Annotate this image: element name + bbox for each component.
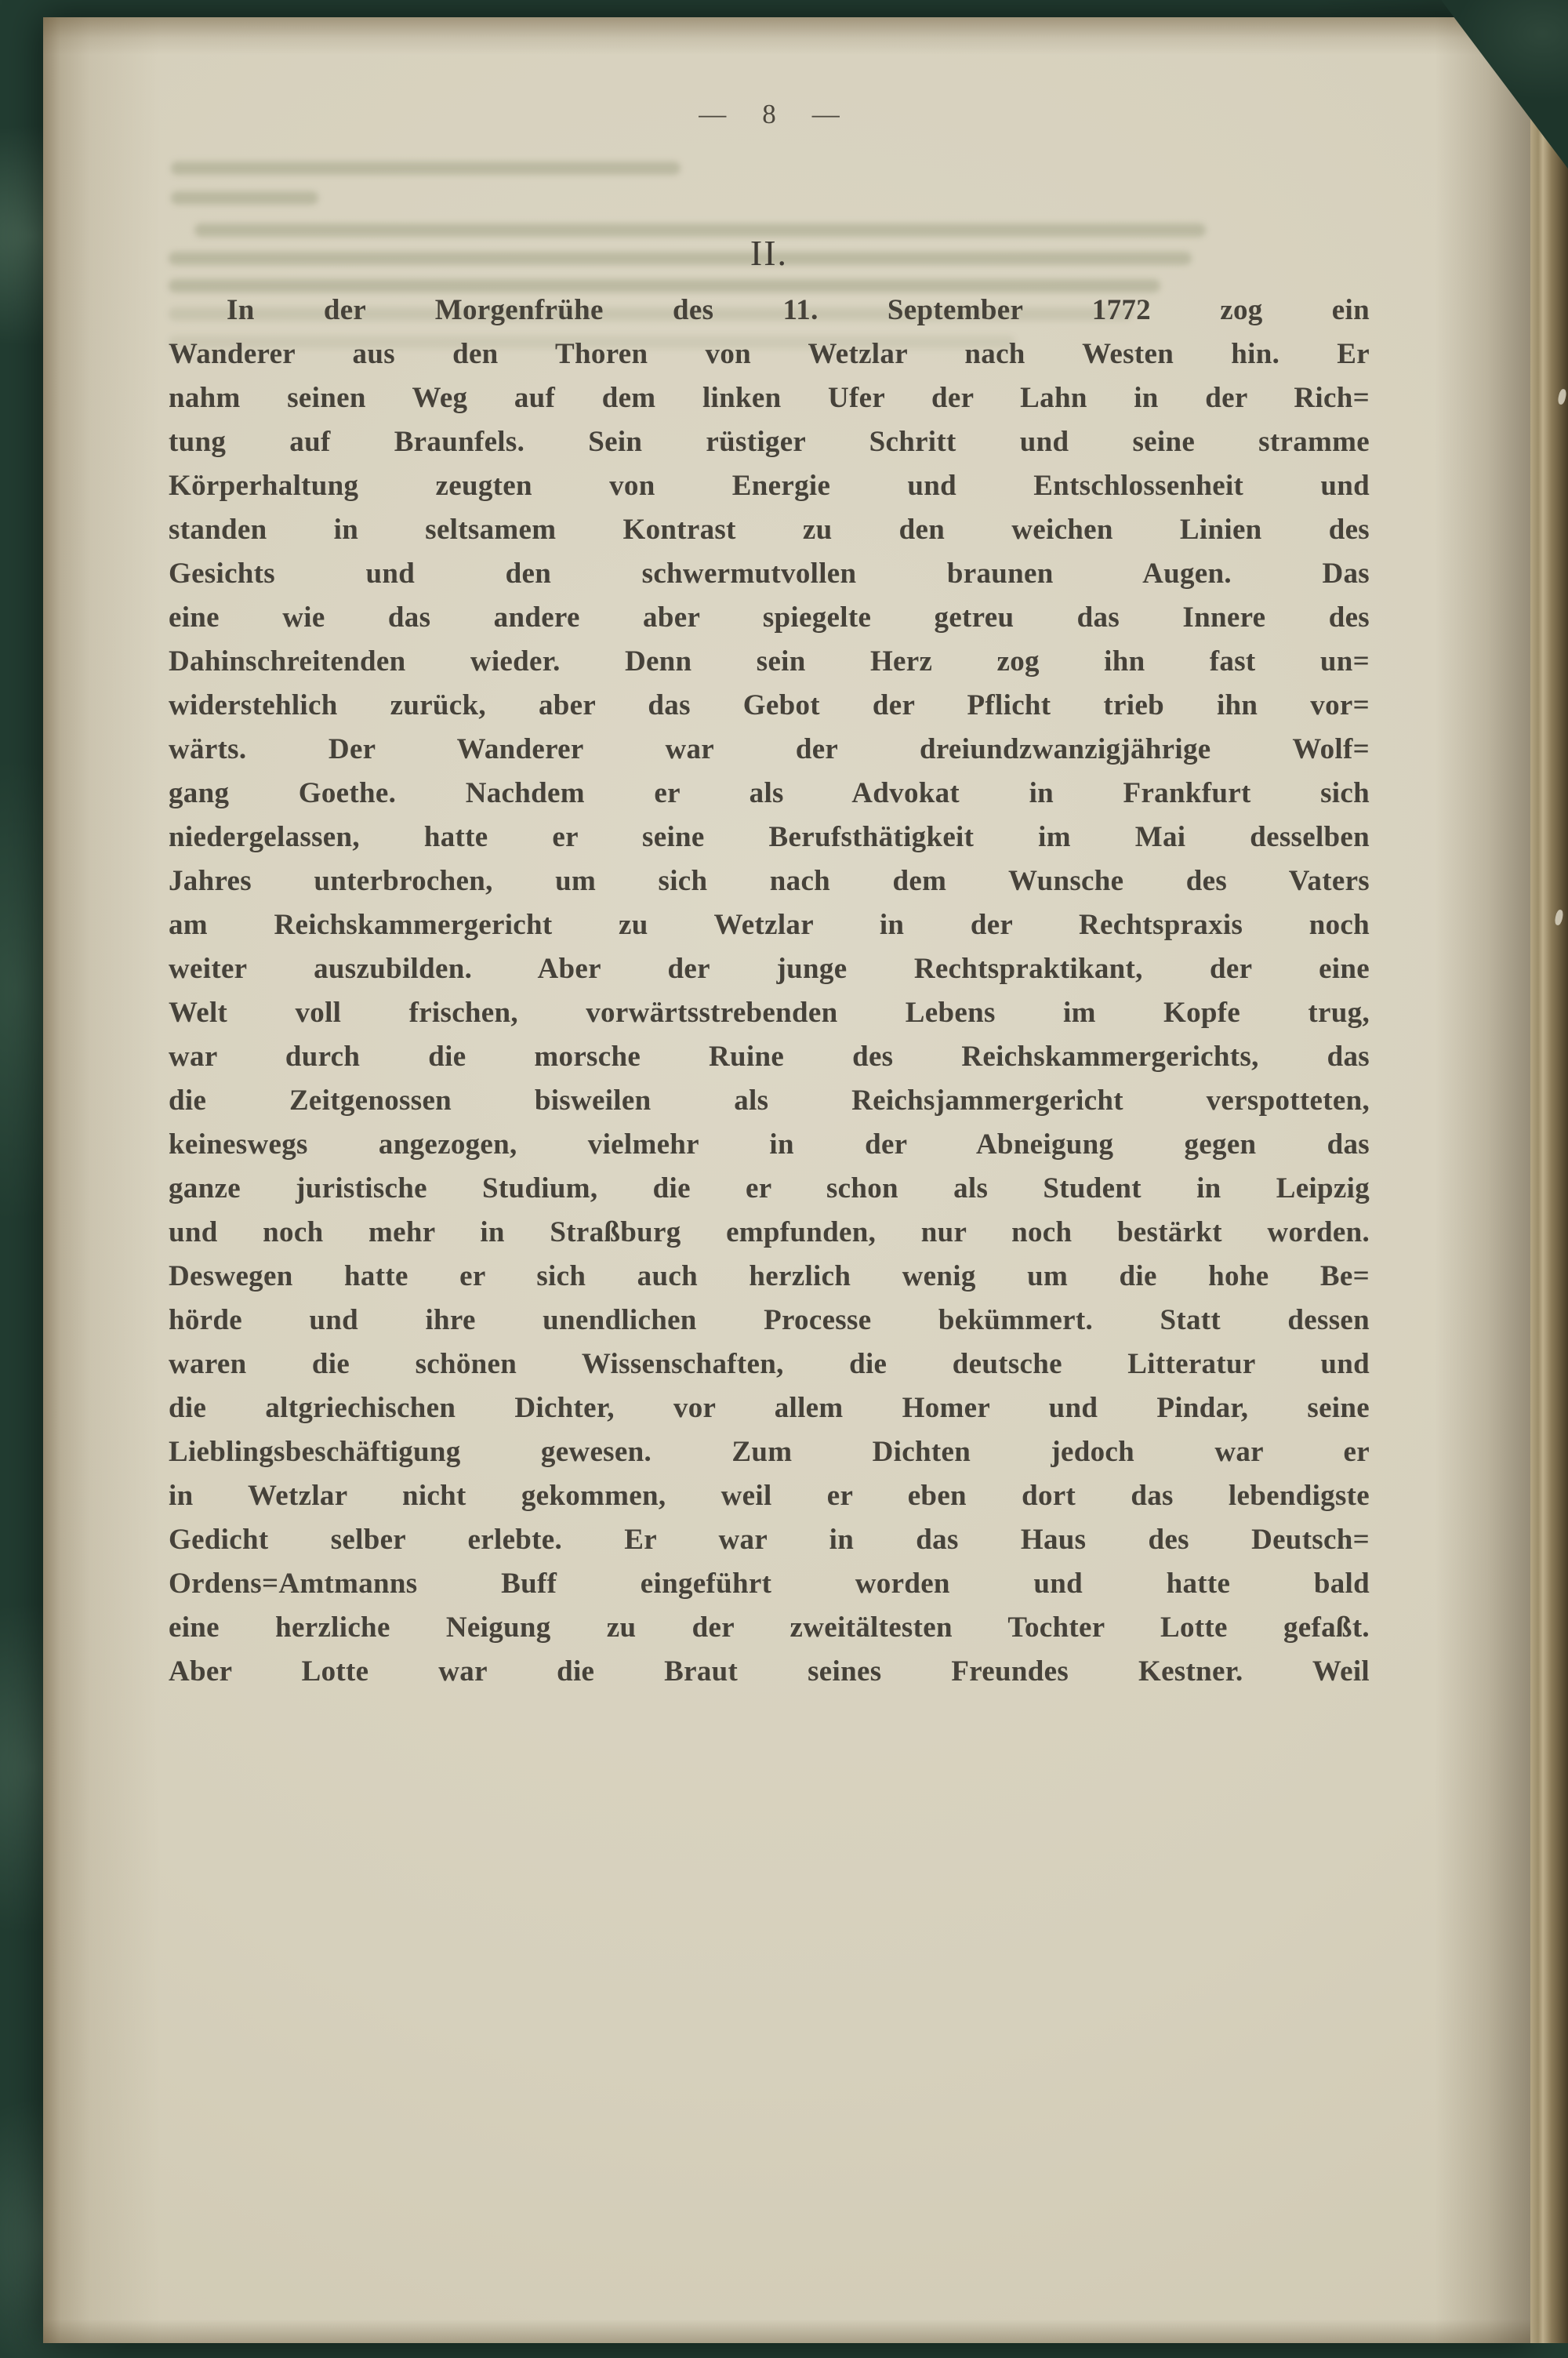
body-text-line: ganze juristische Studium, die er schon als Student in Leipzig xyxy=(169,1172,1370,1204)
section-heading: II. xyxy=(750,233,789,273)
body-text-line: standen in seltsamem Kontrast zu den weichen Linien des xyxy=(169,514,1370,546)
body-text-line: keineswegs angezogen, vielmehr in der Abneigung gegen das xyxy=(169,1128,1370,1161)
body-text-line: wärts. Der Wanderer war der dreiundzwanzigjährige Wolf= xyxy=(169,733,1370,765)
page-number-header xyxy=(169,99,1370,130)
page-number: 8 xyxy=(762,99,776,129)
page-edges xyxy=(1530,17,1568,2343)
body-text-line: Ordens=Amtmanns Buff eingeführt worden und hatte bald xyxy=(169,1568,1370,1600)
body-text-line: in Wetzlar nicht gekommen, weil er eben dort das lebendigste xyxy=(169,1480,1370,1512)
body-text-line: widerstehlich zurück, aber das Gebot der Pflicht trieb ihn vor= xyxy=(169,689,1370,721)
page-right-shadow xyxy=(1435,17,1530,2343)
body-text-line: eine wie das andere aber spiegelte getreu das Innere des xyxy=(169,601,1370,634)
header-right-dash: — xyxy=(811,99,840,129)
body-text-line: waren die schönen Wissenschaften, die deutsche Litteratur und xyxy=(169,1348,1370,1380)
body-text-line: die Zeitgenossen bisweilen als Reichsjammergericht verspotteten, xyxy=(169,1085,1370,1117)
body-text-line: Jahres unterbrochen, um sich nach dem Wunsche des Vaters xyxy=(169,865,1370,897)
page-top-shadow xyxy=(43,17,1530,55)
show-through-line xyxy=(171,191,318,205)
body-text-line: hörde und ihre unendlichen Processe bekümmert. Statt dessen xyxy=(169,1304,1370,1336)
body-text-line: Aber Lotte war die Braut seines Freundes Kestner. Weil xyxy=(169,1655,1370,1688)
body-text-line: Wanderer aus den Thoren von Wetzlar nach Westen hin. Er xyxy=(169,338,1370,370)
body-text-line: nahm seinen Weg auf dem linken Ufer der Lahn in der Rich= xyxy=(169,382,1370,414)
show-through-line xyxy=(171,162,681,175)
body-text-line: Körperhaltung zeugten von Energie und Entschlossenheit und xyxy=(169,470,1370,502)
body-text-line: tung auf Braunfels. Sein rüstiger Schritt und seine stramme xyxy=(169,426,1370,458)
header-left-dash: — xyxy=(699,99,727,129)
body-text-line: die altgriechischen Dichter, vor allem Homer und Pindar, seine xyxy=(169,1392,1370,1424)
body-text-line: Gedicht selber erlebte. Er war in das Haus des Deutsch= xyxy=(169,1524,1370,1556)
body-text-line: eine herzliche Neigung zu der zweitältesten Tochter Lotte gefaßt. xyxy=(169,1611,1370,1644)
body-text-line: weiter auszubilden. Aber der junge Rechtspraktikant, der eine xyxy=(169,953,1370,985)
body-text-line: am Reichskammergericht zu Wetzlar in der Rechtspraxis noch xyxy=(169,909,1370,941)
body-text xyxy=(169,289,1370,1694)
body-text-line: war durch die morsche Ruine des Reichskammergerichts, das xyxy=(169,1041,1370,1073)
body-text-line: Welt voll frischen, vorwärtsstrebenden Lebens im Kopfe trug, xyxy=(169,997,1370,1029)
body-text-line: Dahinschreitenden wieder. Denn sein Herz zog ihn fast un= xyxy=(169,645,1370,678)
body-text-line: niedergelassen, hatte er seine Berufsthätigkeit im Mai desselben xyxy=(169,821,1370,853)
body-text-line: Gesichts und den schwermutvollen braunen Augen. Das xyxy=(169,558,1370,590)
body-text-line: In der Morgenfrühe des 11. September 1772 zog ein xyxy=(227,294,1370,326)
body-text-line: gang Goethe. Nachdem er als Advokat in Frankfurt sich xyxy=(169,777,1370,809)
body-text-line: und noch mehr in Straßburg empfunden, nur noch bestärkt worden. xyxy=(169,1216,1370,1248)
body-text-line: Deswegen hatte er sich auch herzlich wenig um die hohe Be= xyxy=(169,1260,1370,1292)
body-text-line: Lieblingsbeschäftigung gewesen. Zum Dichten jedoch war er xyxy=(169,1436,1370,1468)
